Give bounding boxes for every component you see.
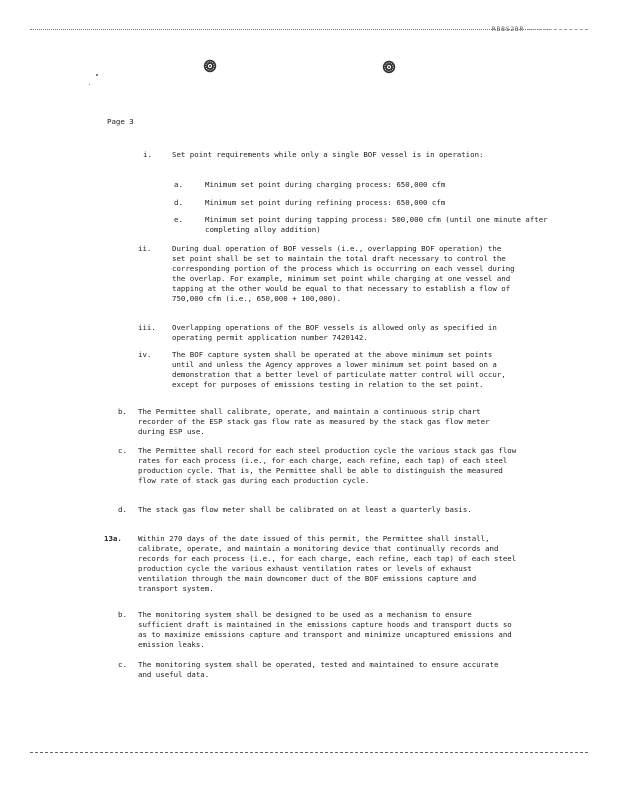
item-text: The monitoring system shall be operated, tested and maintained to ensure accurate and useful data.	[138, 660, 499, 680]
item-marker: b.	[118, 407, 127, 416]
header-stamp: RBBS2BR	[492, 26, 525, 33]
right-seal-icon	[382, 60, 396, 74]
item-marker: c.	[118, 660, 127, 669]
item-marker: 13a.	[104, 534, 122, 543]
item-text: Within 270 days of the date issued of this permit, the Permittee shall install, calibrate, operate, and maintain a monitoring device that continually records and records for each process (i.e., for each charge, each refine, each tap) of each steel production cycle the various exhaust ventilation rates or levels of exhaust ventilation through the main downcomer duct of the BOF emissions capture and transport system.	[138, 534, 517, 594]
sub-item-text: Minimum set point during charging process: 650,000 cfm	[205, 180, 446, 189]
item-marker: iii.	[138, 323, 156, 332]
item-marker: ii.	[138, 244, 152, 253]
sub-item-marker: a.	[174, 180, 183, 189]
item-marker: d.	[118, 505, 127, 514]
header-rule	[30, 29, 548, 30]
item-marker: iv.	[138, 350, 152, 359]
item-text: The Permittee shall calibrate, operate, and maintain a continuous strip chart recorder of the ESP stack gas flow rate as measured by the stack gas flow meter during ESP use.	[138, 407, 490, 437]
scan-speck	[89, 84, 90, 85]
header-rule-tail	[528, 29, 588, 30]
item-marker: b.	[118, 610, 127, 619]
item-text: Overlapping operations of the BOF vessels is allowed only as specified in operating permit application number 7420142.	[172, 323, 497, 343]
item-text: The BOF capture system shall be operated at the above minimum set points until and unless the Agency approves a lower minimum set point based on a demonstration that a better level of particulate matter control will occur, except for purposes of emissions testing in relation to the set point.	[172, 350, 506, 390]
item-text: The monitoring system shall be designed to be used as a mechanism to ensure sufficient draft is maintained in the emissions capture hoods and transport ducts so as to maximize emissions capture and transport and minimize uncaptured emissions and emission leaks.	[138, 610, 512, 650]
sub-item-marker: e.	[174, 215, 183, 224]
sub-item-text: Minimum set point during refining process: 650,000 cfm	[205, 198, 446, 207]
left-seal-icon	[203, 59, 217, 73]
footer-rule	[30, 752, 588, 753]
item-text: The Permittee shall record for each steel production cycle the various stack gas flow rates for each process (i.e., for each charge, each refine, each tap) of each steel production cycle. That is, the Permittee shall be able to distinguish the measured flow rate of stack gas during each production cycle.	[138, 446, 517, 486]
page-number-label: Page 3	[107, 117, 134, 126]
item-text: During dual operation of BOF vessels (i.e., overlapping BOF operation) the set point shall be set to maintain the total draft necessary to control the corresponding portion of the process which is occurring on each vessel during the overlap. For example, minimum set point while charging at one vessel and tapping at the other would be equal to that necessary to establish a flow of 750,000 cfm (i.e., 650,000 + 100,000).	[172, 244, 515, 304]
scan-speck	[96, 74, 98, 76]
item-marker: i.	[143, 150, 152, 159]
sub-item-text: Minimum set point during tapping process: 500,000 cfm (until one minute after completing alloy addition)	[205, 215, 548, 235]
sub-item-marker: d.	[174, 198, 183, 207]
item-text: Set point requirements while only a single BOF vessel is in operation:	[172, 150, 484, 159]
item-text: The stack gas flow meter shall be calibrated on at least a quarterly basis.	[138, 505, 472, 514]
item-marker: c.	[118, 446, 127, 455]
